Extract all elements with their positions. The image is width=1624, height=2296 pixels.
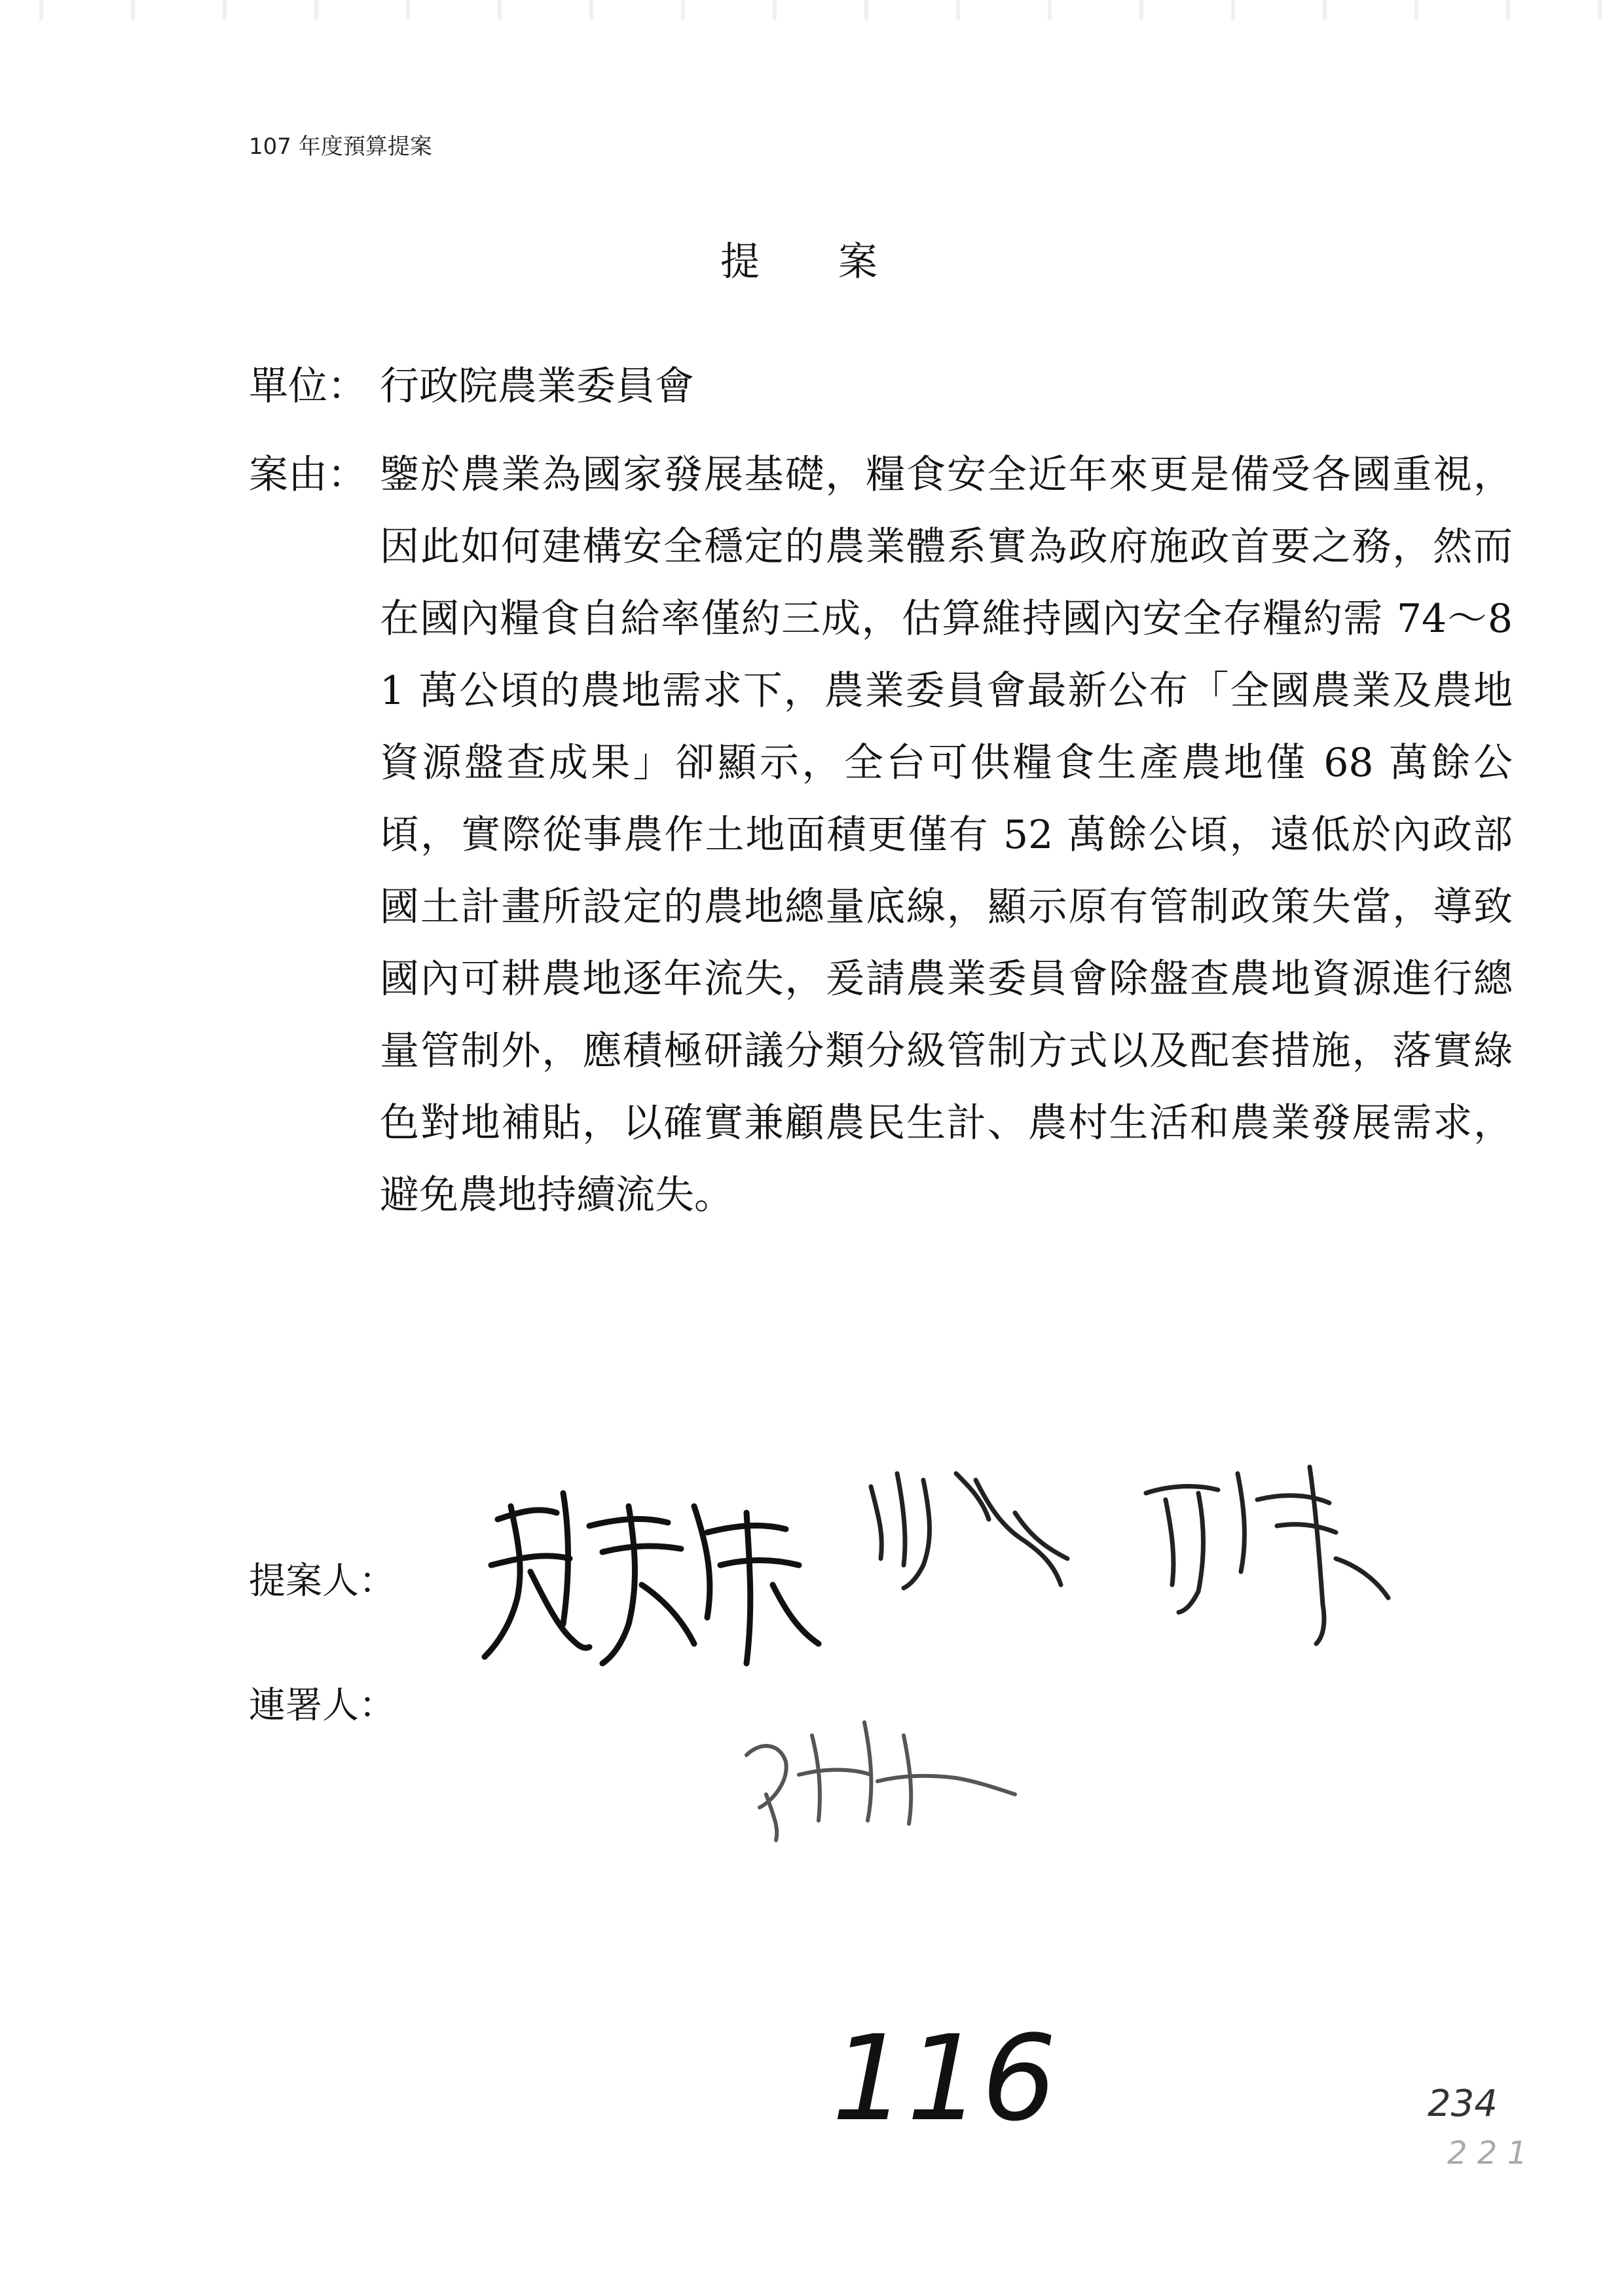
proposer-signature-2 (858, 1447, 1094, 1604)
title-char-1: 提 (720, 239, 760, 285)
page-number: 116 (832, 2010, 1057, 2147)
reason-text: 鑒於農業為國家發展基礎，糧食安全近年來更是備受各國重視，因此如何建構安全穩定的農業體系實為政府施政首要之務，然而在國內糧食自給率僅約三成，估算維持國內安全存糧約需 74～81 萬公頃的農地需求下，農業委員會最新公布「全國農業及農地資源盤查成果」卻顯示，全台可供糧食生產農地僅 68 萬餘公頃，實際從事農作土地面積更僅有 52 萬餘公頃，遠低於內政部國土計畫所設定的農地總量底線，顯示原有管制政策失當，導致國內可耕農地逐年流失，爰請農業委員會除盤查農地資源進行總量管制外，應積極研議分類分級管制方式以及配套措施，落實綠色對地補貼，以確實兼顧農民生計、農村生活和農業發展需求，避免農地持續流失。 (380, 452, 1513, 1218)
cosigner-signature (733, 1696, 1035, 1847)
proposer-signature-3 (1126, 1441, 1401, 1650)
unit-value: 行政院農業委員會 (380, 363, 694, 409)
unit-label: 單位： (249, 363, 367, 409)
corner-mark-number: 234 (1428, 2083, 1498, 2125)
corner-mark-faint: 2 2 1 (1447, 2135, 1528, 2172)
document-title (720, 231, 877, 287)
scan-edge-noise (0, 0, 1624, 20)
proposer-label: 提案人： (249, 1560, 396, 1602)
reason-label: 案由： (249, 452, 367, 498)
reason-row (249, 439, 1513, 1231)
title-char-2: 案 (838, 239, 877, 285)
unit-row (249, 350, 694, 422)
document-header: 107 年度預算提案 (249, 134, 432, 160)
proposer-signature-1 (471, 1467, 838, 1683)
cosigner-label: 連署人： (249, 1684, 396, 1727)
